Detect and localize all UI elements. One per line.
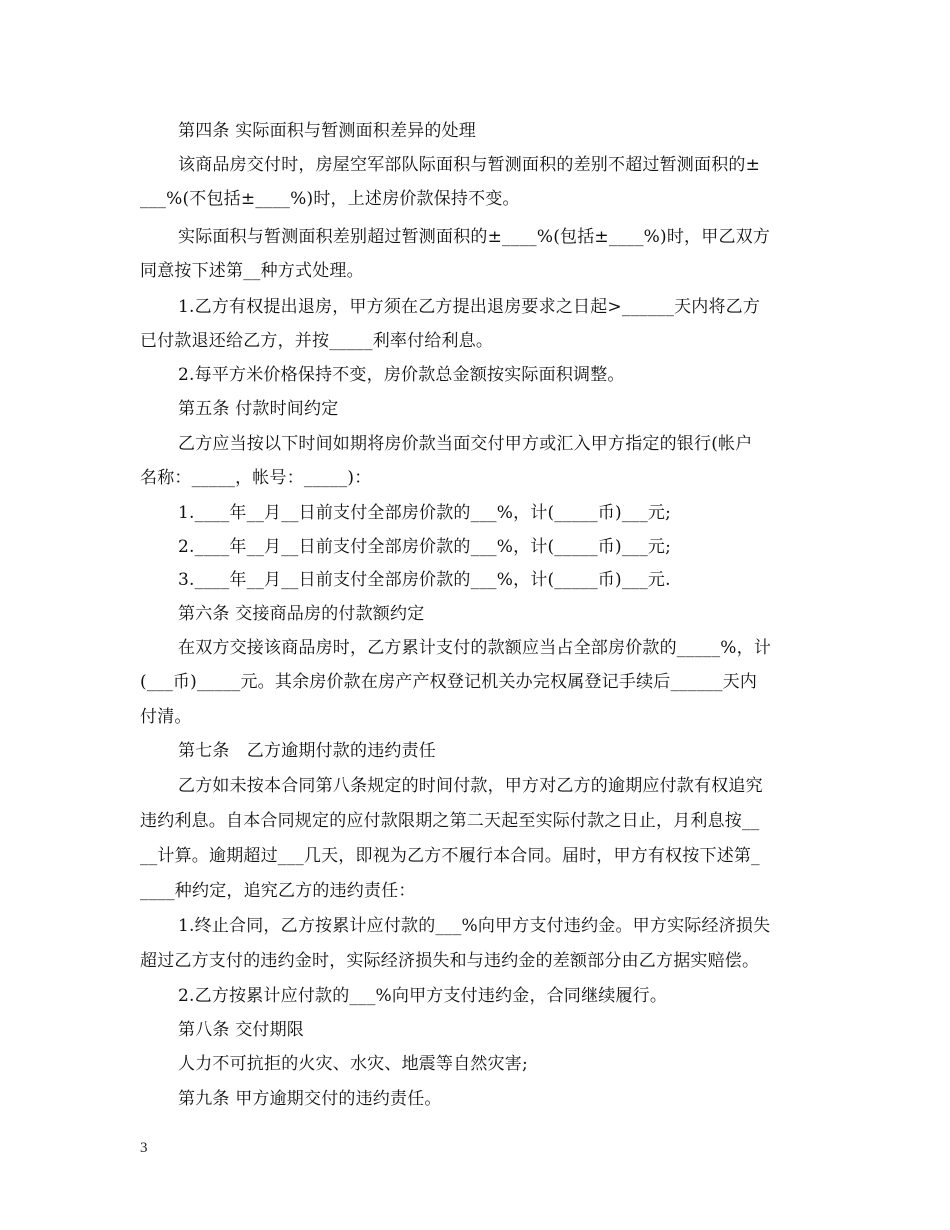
text-line: __计算。逾期超过___几天，即视为乙方不履行本合同。届时，甲方有权按下述第_: [140, 846, 760, 866]
text-line: 乙方如未按本合同第八条规定的时间付款，甲方对乙方的逾期应付款有权追究: [178, 776, 763, 796]
section-heading: 第七条 乙方逾期付款的违约责任: [178, 741, 436, 761]
text-line: 名称：_____，帐号：_____)：: [140, 468, 372, 488]
text-line: 付清。: [140, 707, 192, 727]
text-line: (___币)_____元。其余房价款在房产产权登记机关办完权属登记手续后______天内: [140, 672, 758, 692]
text-line: 在双方交接该商品房时，乙方累计支付的款额应当占全部房价款的_____%，计: [178, 638, 772, 658]
section-heading: 第六条 交接商品房的付款额约定: [178, 604, 425, 624]
text-line: 已付款退还给乙方，并按_____利率付给利息。: [140, 331, 494, 351]
text-line: 3.____年__月__日前支付全部房价款的___%，计(_____币)___元.: [178, 570, 671, 590]
text-line: 1.终止合同，乙方按累计应付款的___%向甲方支付违约金。甲方实际经济损失: [178, 916, 771, 936]
text-line: 乙方应当按以下时间如期将房价款当面交付甲方或汇入甲方指定的银行(帐户: [178, 434, 753, 454]
text-line: 超过乙方支付的违约金时，实际经济损失和与违约金的差额部分由乙方据实赔偿。: [140, 951, 760, 971]
page-number: 3: [140, 1140, 148, 1156]
text-line: 2.乙方按累计应付款的___%向甲方支付违约金，合同继续履行。: [178, 986, 668, 1006]
text-line: 1.____年__月__日前支付全部房价款的___%，计(_____币)___元;: [178, 503, 672, 523]
text-line: ____种约定，追究乙方的违约责任：: [140, 881, 416, 901]
text-line: 违约利息。自本合同规定的应付款限期之第二天起至实际付款之日止，月利息按__: [140, 811, 760, 831]
section-heading: 第五条 付款时间约定: [178, 399, 339, 419]
text-line: 实际面积与暂测面积差别超过暂测面积的±____%(包括±____%)时，甲乙双方: [178, 227, 771, 247]
text-line: 人力不可抗拒的火灾、水灾、地震等自然灾害;: [178, 1054, 528, 1074]
text-line: 该商品房交付时，房屋空军部队际面积与暂测面积的差别不超过暂测面积的±: [178, 155, 761, 175]
text-line: 第四条 实际面积与暂测面积差异的处理: [178, 121, 477, 141]
section-heading: 第八条 交付期限: [178, 1020, 305, 1040]
text-line: 2.____年__月__日前支付全部房价款的___%，计(_____币)___元;: [178, 537, 672, 557]
section-heading: 第九条 甲方逾期交付的违约责任。: [178, 1089, 442, 1109]
text-line: ___%(不包括±____%)时，上述房价款保持不变。: [140, 189, 520, 209]
text-line: 2.每平方米价格保持不变，房价款总金额按实际面积调整。: [178, 365, 625, 385]
text-line: 1.乙方有权提出退房，甲方须在乙方提出退房要求之日起>______天内将乙方: [178, 297, 761, 317]
text-line: 同意按下述第__种方式处理。: [140, 261, 364, 281]
